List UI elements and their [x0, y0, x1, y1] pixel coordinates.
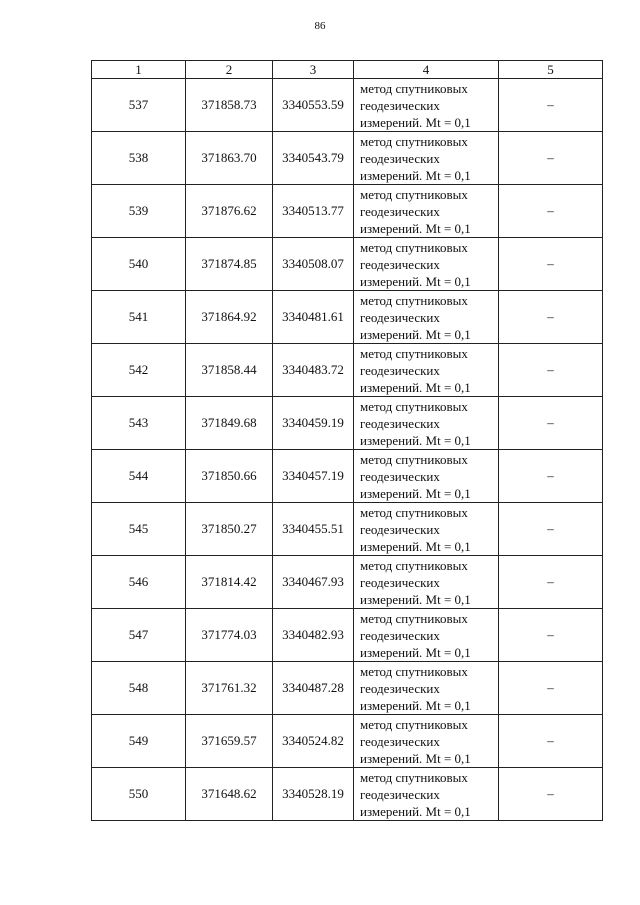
point-number-cell: 542 [92, 344, 186, 397]
table-row [92, 291, 603, 344]
method-line: метод спутниковых [360, 769, 468, 785]
method-line: геодезических [360, 256, 440, 272]
coordinates-table [91, 60, 603, 821]
column-header: 3 [273, 61, 354, 79]
column-header: 1 [92, 61, 186, 79]
column-header: 2 [186, 61, 273, 79]
x-coordinate-cell: 371850.27 [186, 503, 273, 556]
method-cell [354, 768, 499, 821]
note-cell: – [499, 768, 603, 821]
note-cell: – [499, 132, 603, 185]
method-line: метод спутниковых [360, 610, 468, 626]
point-number-cell: 541 [92, 291, 186, 344]
method-line: геодезических [360, 309, 440, 325]
method-line: геодезических [360, 203, 440, 219]
method-cell [354, 450, 499, 503]
note-cell: – [499, 715, 603, 768]
method-line: геодезических [360, 97, 440, 113]
x-coordinate-cell: 371858.73 [186, 79, 273, 132]
table-row [92, 79, 603, 132]
x-coordinate-cell: 371814.42 [186, 556, 273, 609]
point-number-cell: 548 [92, 662, 186, 715]
note-cell: – [499, 291, 603, 344]
method-cell [354, 344, 499, 397]
y-coordinate-cell: 3340528.19 [273, 768, 354, 821]
method-line: метод спутниковых [360, 133, 468, 149]
method-line: геодезических [360, 627, 440, 643]
x-coordinate-cell: 371761.32 [186, 662, 273, 715]
note-cell: – [499, 662, 603, 715]
method-line: измерений. Mt = 0,1 [360, 114, 471, 130]
point-number-cell: 549 [92, 715, 186, 768]
point-number-cell: 538 [92, 132, 186, 185]
method-line: геодезических [360, 415, 440, 431]
table-row [92, 662, 603, 715]
table-row [92, 238, 603, 291]
point-number-cell: 547 [92, 609, 186, 662]
x-coordinate-cell: 371858.44 [186, 344, 273, 397]
x-coordinate-cell: 371874.85 [186, 238, 273, 291]
table-row [92, 450, 603, 503]
note-cell: – [499, 397, 603, 450]
method-line: измерений. Mt = 0,1 [360, 750, 471, 766]
y-coordinate-cell: 3340457.19 [273, 450, 354, 503]
table-row [92, 503, 603, 556]
table-row [92, 185, 603, 238]
x-coordinate-cell: 371864.92 [186, 291, 273, 344]
page-number: 86 [314, 20, 326, 32]
table-row [92, 344, 603, 397]
x-coordinate-cell: 371774.03 [186, 609, 273, 662]
y-coordinate-cell: 3340524.82 [273, 715, 354, 768]
table-row [92, 768, 603, 821]
x-coordinate-cell: 371876.62 [186, 185, 273, 238]
point-number-cell: 537 [92, 79, 186, 132]
table-row [92, 132, 603, 185]
method-line: измерений. Mt = 0,1 [360, 803, 471, 819]
method-cell [354, 715, 499, 768]
method-line: метод спутниковых [360, 239, 468, 255]
method-line: геодезических [360, 574, 440, 590]
method-cell [354, 238, 499, 291]
method-line: метод спутниковых [360, 451, 468, 467]
point-number-cell: 546 [92, 556, 186, 609]
column-header: 4 [354, 61, 499, 79]
method-line: геодезических [360, 680, 440, 696]
x-coordinate-cell: 371863.70 [186, 132, 273, 185]
method-line: метод спутниковых [360, 292, 468, 308]
y-coordinate-cell: 3340467.93 [273, 556, 354, 609]
point-number-cell: 540 [92, 238, 186, 291]
y-coordinate-cell: 3340543.79 [273, 132, 354, 185]
note-cell: – [499, 344, 603, 397]
table-row [92, 715, 603, 768]
point-number-cell: 539 [92, 185, 186, 238]
method-line: измерений. Mt = 0,1 [360, 538, 471, 554]
table-header-row [92, 61, 603, 79]
y-coordinate-cell: 3340482.93 [273, 609, 354, 662]
method-line: измерений. Mt = 0,1 [360, 432, 471, 448]
method-cell [354, 397, 499, 450]
method-line: метод спутниковых [360, 80, 468, 96]
method-line: метод спутниковых [360, 504, 468, 520]
table-body [92, 79, 603, 821]
note-cell: – [499, 503, 603, 556]
method-line: метод спутниковых [360, 663, 468, 679]
method-cell [354, 503, 499, 556]
x-coordinate-cell: 371659.57 [186, 715, 273, 768]
method-line: геодезических [360, 521, 440, 537]
method-line: измерений. Mt = 0,1 [360, 326, 471, 342]
y-coordinate-cell: 3340508.07 [273, 238, 354, 291]
note-cell: – [499, 238, 603, 291]
method-line: метод спутниковых [360, 398, 468, 414]
point-number-cell: 543 [92, 397, 186, 450]
x-coordinate-cell: 371648.62 [186, 768, 273, 821]
note-cell: – [499, 450, 603, 503]
point-number-cell: 550 [92, 768, 186, 821]
method-line: измерений. Mt = 0,1 [360, 485, 471, 501]
y-coordinate-cell: 3340483.72 [273, 344, 354, 397]
method-cell [354, 185, 499, 238]
method-line: измерений. Mt = 0,1 [360, 273, 471, 289]
method-cell [354, 662, 499, 715]
method-line: измерений. Mt = 0,1 [360, 644, 471, 660]
method-line: метод спутниковых [360, 345, 468, 361]
method-line: геодезических [360, 733, 440, 749]
y-coordinate-cell: 3340487.28 [273, 662, 354, 715]
column-header: 5 [499, 61, 603, 79]
note-cell: – [499, 79, 603, 132]
method-cell [354, 132, 499, 185]
y-coordinate-cell: 3340459.19 [273, 397, 354, 450]
method-cell [354, 291, 499, 344]
y-coordinate-cell: 3340513.77 [273, 185, 354, 238]
method-line: измерений. Mt = 0,1 [360, 167, 471, 183]
y-coordinate-cell: 3340455.51 [273, 503, 354, 556]
method-line: измерений. Mt = 0,1 [360, 697, 471, 713]
method-line: метод спутниковых [360, 557, 468, 573]
table-row [92, 397, 603, 450]
method-line: измерений. Mt = 0,1 [360, 591, 471, 607]
method-line: метод спутниковых [360, 186, 468, 202]
method-cell [354, 556, 499, 609]
x-coordinate-cell: 371850.66 [186, 450, 273, 503]
y-coordinate-cell: 3340481.61 [273, 291, 354, 344]
method-cell [354, 79, 499, 132]
method-line: геодезических [360, 150, 440, 166]
point-number-cell: 544 [92, 450, 186, 503]
method-line: геодезических [360, 468, 440, 484]
x-coordinate-cell: 371849.68 [186, 397, 273, 450]
method-line: метод спутниковых [360, 716, 468, 732]
point-number-cell: 545 [92, 503, 186, 556]
table-row [92, 556, 603, 609]
note-cell: – [499, 185, 603, 238]
method-line: геодезических [360, 362, 440, 378]
table-row [92, 609, 603, 662]
note-cell: – [499, 556, 603, 609]
method-line: измерений. Mt = 0,1 [360, 379, 471, 395]
y-coordinate-cell: 3340553.59 [273, 79, 354, 132]
method-cell [354, 609, 499, 662]
method-line: геодезических [360, 786, 440, 802]
note-cell: – [499, 609, 603, 662]
method-line: измерений. Mt = 0,1 [360, 220, 471, 236]
